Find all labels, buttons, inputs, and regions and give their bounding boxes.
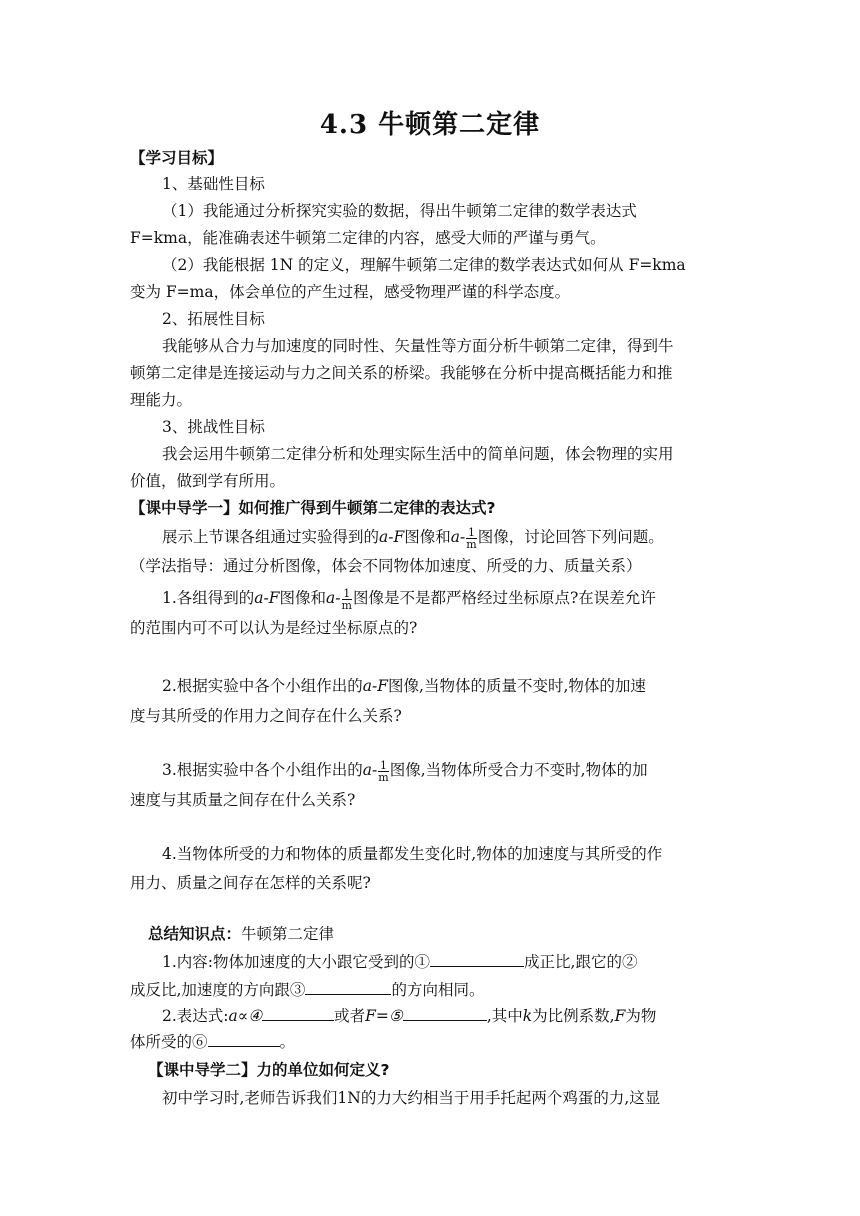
summary-content-1b: 成反比,加速度的方向跟③ 的方向相同。 xyxy=(130,981,485,999)
summary-content-2: 2.表达式:a∝④ 或者F=⑤ ,其中k为比例系数,F为物 xyxy=(162,1007,657,1025)
challenge-objective-heading: 3、挑战性目标 xyxy=(162,418,265,436)
guide1-intro: 展示上节课各组通过实验得到的a-F图像和a- $\frac{1}{m}$ 图像，讨论回答下列问题。 xyxy=(162,525,664,551)
basic-objective-1a: （1）我能通过分析探究实验的数据，得出牛顿第二定律的数学表达式 xyxy=(162,202,637,220)
guide1-tip: （学法指导：通过分析图像，体会不同物体加速度、所受的力、质量关系） xyxy=(130,557,642,575)
question-4a: 4.当物体所受的力和物体的质量都发生变化时,物体的加速度与其所受的作 xyxy=(162,845,663,863)
guide2-text: 初中学习时,老师告诉我们1N的力大约相当于用手托起两个鸡蛋的力,这显 xyxy=(162,1089,661,1107)
question-2: 2.根据实验中各个小组作出的a-F图像,当物体的质量不变时,物体的加速 xyxy=(162,677,646,695)
question-3: 3.根据实验中各个小组作出的a- $\frac{1}{m}$ 图像,当物体所受合力不变时,物体的加 xyxy=(162,758,648,784)
blank-3[interactable] xyxy=(305,980,391,995)
blank-5[interactable] xyxy=(403,1006,487,1021)
summary-content-1: 1.内容:物体加速度的大小跟它受到的① 成正比,跟它的② xyxy=(162,953,638,971)
extend-objective-a: 我能够从合力与加速度的同时性、矢量性等方面分析牛顿第二定律，得到牛 xyxy=(162,337,674,355)
basic-objective-1b: F=kma，能准确表述牛顿第二定律的内容，感受大师的严谨与勇气。 xyxy=(130,229,606,247)
page-title: 4.3 牛顿第二定律 xyxy=(319,110,541,140)
summary-content-2b: 体所受的⑥ 。 xyxy=(130,1033,296,1051)
blank-4[interactable] xyxy=(262,1006,334,1021)
guide2-heading: 【课中导学二】力的单位如何定义? xyxy=(148,1061,390,1079)
challenge-objective-b: 价值，做到学有所用。 xyxy=(130,472,286,490)
blank-1[interactable] xyxy=(430,952,524,967)
blank-6[interactable] xyxy=(208,1032,280,1047)
question-1b: 的范围内可不可以认为是经过坐标原点的? xyxy=(130,619,418,637)
question-1: 1.各组得到的a-F图像和a- $\frac{1}{m}$ 图像是不是都严格经过坐标原点?在误差允许 xyxy=(162,586,656,612)
guide1-heading: 【课中导学一】如何推广得到牛顿第二定律的表达式? xyxy=(130,499,496,517)
basic-objective-2b: 变为 F=ma，体会单位的产生过程，感受物理严谨的科学态度。 xyxy=(130,283,571,301)
summary-heading: 总结知识点：牛顿第二定律 xyxy=(148,925,335,943)
challenge-objective-a: 我会运用牛顿第二定律分析和处理实际生活中的简单问题，体会物理的实用 xyxy=(162,445,674,463)
basic-objective-heading: 1、基础性目标 xyxy=(162,175,265,193)
basic-objective-2a: （2）我能根据 1N 的定义，理解牛顿第二定律的数学表达式如何从 F=kma xyxy=(162,256,686,274)
question-3b: 速度与其质量之间存在什么关系? xyxy=(130,791,356,809)
question-2b: 度与其所受的作用力之间存在什么关系? xyxy=(130,707,402,725)
objectives-heading: 【学习目标】 xyxy=(130,149,224,167)
extend-objective-c: 理能力。 xyxy=(130,391,193,409)
extend-objective-heading: 2、拓展性目标 xyxy=(162,310,265,328)
extend-objective-b: 顿第二定律是连接运动与力之间关系的桥梁。我能够在分析中提高概括能力和推 xyxy=(130,364,673,382)
question-4b: 用力、质量之间存在怎样的关系呢? xyxy=(130,874,371,892)
